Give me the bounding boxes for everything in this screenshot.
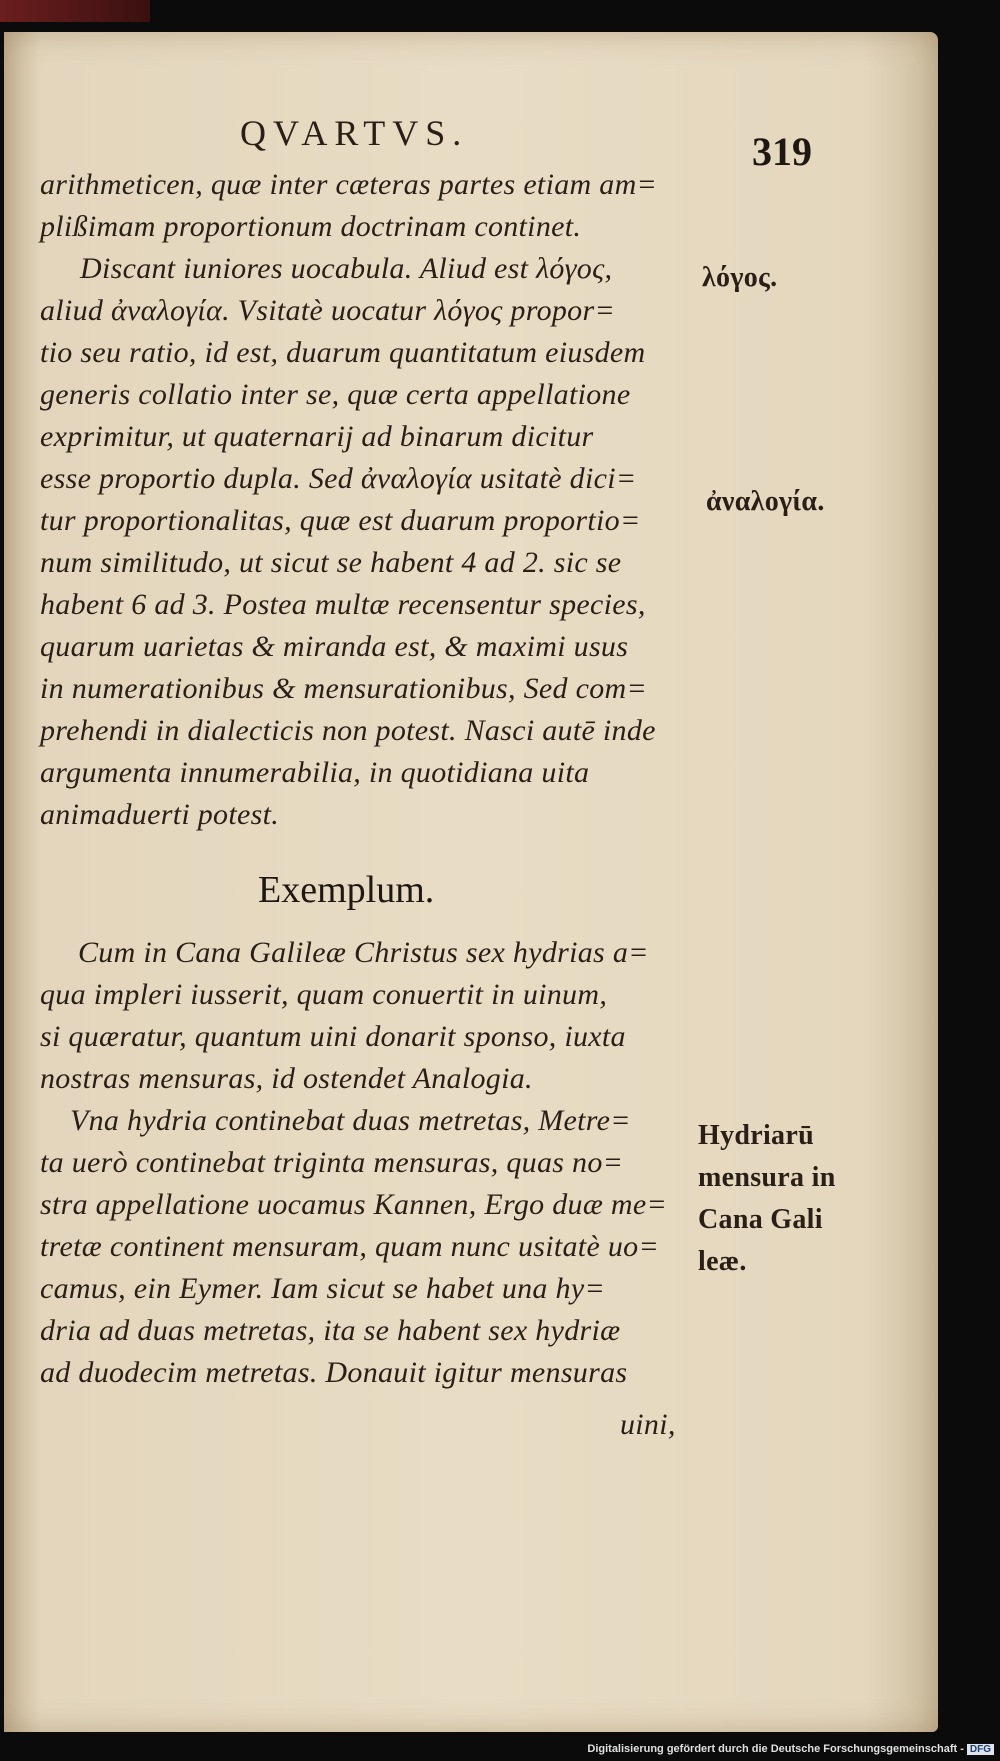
marginal-note-line: mensura in (698, 1162, 836, 1193)
marginal-note-line: leæ. (698, 1246, 747, 1277)
text-line: nostras mensuras, id ostendet Analogia. (40, 1062, 533, 1095)
text-line: stra appellatione uocamus Kannen, Ergo duæ me= (40, 1188, 668, 1221)
text-line: in numerationibus & mensurationibus, Sed com= (40, 672, 648, 705)
text-line: dria ad duas metretas, ita se habent sex hydriæ (40, 1314, 621, 1347)
text-line: plißimam proportionum doctrinam continet. (40, 210, 582, 243)
running-head: QVARTVS. (240, 113, 469, 153)
text-line: tretæ continent mensuram, quam nunc usitatè uo= (40, 1230, 660, 1263)
text-line: num similitudo, ut sicut se habent 4 ad 2. sic se (40, 546, 622, 579)
text-line: exprimitur, ut quaternarij ad binarum dicitur (40, 420, 594, 453)
section-heading: Exemplum. (258, 869, 435, 911)
marginal-note-analogia: ἀναλογία. (706, 486, 825, 517)
digitization-credit (587, 1743, 994, 1755)
text-line: quarum uarietas & miranda est, & maximi usus (40, 630, 629, 663)
text-line: Discant iuniores uocabula. Aliud est λόγος, (80, 252, 613, 285)
text-line: qua impleri iusserit, quam conuertit in uinum, (40, 978, 608, 1011)
text-line: habent 6 ad 3. Postea multæ recensentur species, (40, 588, 646, 621)
dfg-logo: DFG (967, 1744, 994, 1755)
text-line: tur proportionalitas, quæ est duarum proportio= (40, 504, 641, 537)
marginal-note-line: Cana Gali (698, 1204, 823, 1235)
text-line: camus, ein Eymer. Iam sicut se habet una hy= (40, 1272, 605, 1305)
marginal-note-line: Hydriarū (698, 1120, 814, 1151)
page-number: 319 (752, 129, 812, 174)
text-line: Cum in Cana Galileæ Christus sex hydrias a= (78, 936, 649, 969)
text-line: esse proportio dupla. Sed ἀναλογία usitatè dici= (40, 462, 637, 495)
text-line: ta uerò continebat triginta mensuras, quas no= (40, 1146, 624, 1179)
text-line: si quæratur, quantum uini donarit sponso, iuxta (40, 1020, 626, 1053)
marginal-note-logos: λόγος. (702, 262, 778, 293)
book-page (4, 32, 938, 1732)
credit-text: Digitalisierung gefördert durch die Deutsche Forschungsgemeinschaft - (587, 1743, 964, 1755)
text-line: animaduerti potest. (40, 798, 280, 831)
text-line: argumenta innumerabilia, in quotidiana uita (40, 756, 590, 789)
text-line: arithmeticen, quæ inter cæteras partes etiam am= (40, 168, 658, 201)
catchword: uini, (620, 1408, 676, 1441)
text-line: generis collatio inter se, quæ certa appellatione (40, 378, 631, 411)
text-line: tio seu ratio, id est, duarum quantitatum eiusdem (40, 336, 646, 369)
text-line: aliud ἀναλογία. Vsitatè uocatur λόγος propor= (40, 294, 615, 327)
text-line: prehendi in dialecticis non potest. Nasci autē inde (40, 714, 656, 747)
spine-edge (0, 0, 150, 22)
text-line: ad duodecim metretas. Donauit igitur mensuras (40, 1356, 628, 1389)
text-line: Vna hydria continebat duas metretas, Metre= (70, 1104, 631, 1137)
